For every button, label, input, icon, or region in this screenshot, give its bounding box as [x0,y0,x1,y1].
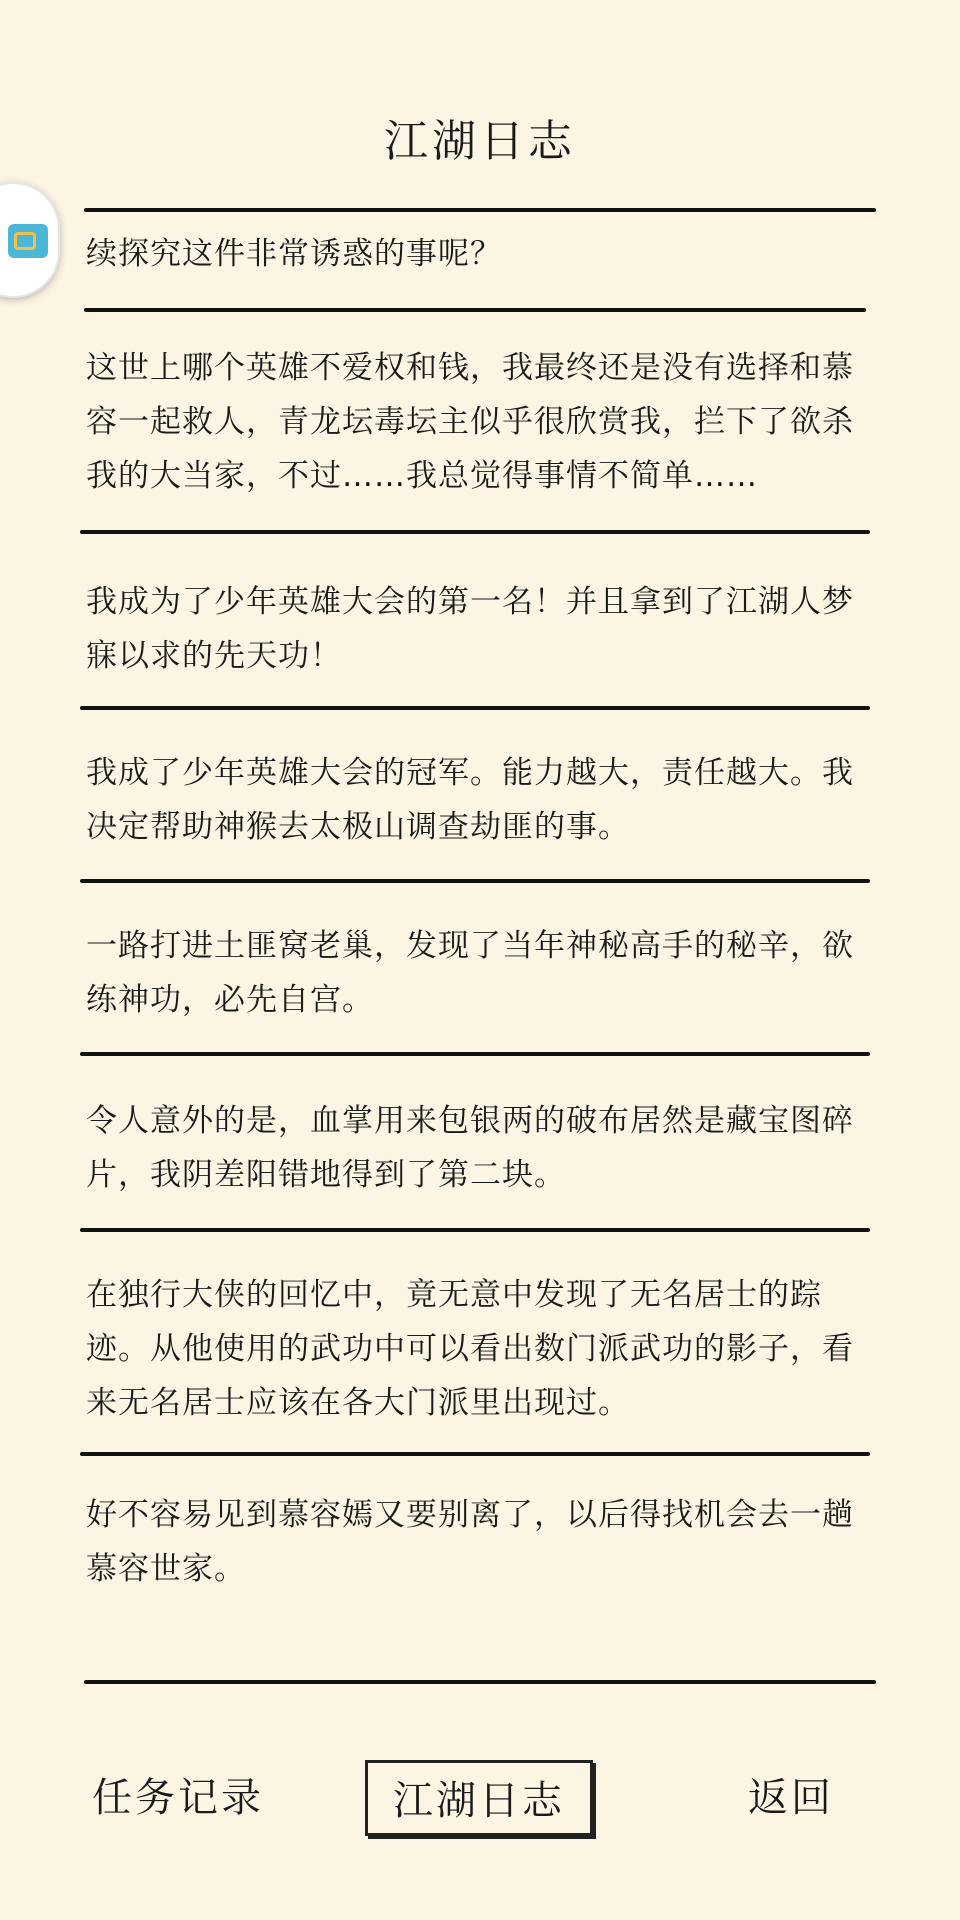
divider [80,879,870,883]
divider [80,1452,870,1456]
floating-assistant-button[interactable] [0,182,60,298]
divider [80,1052,870,1056]
journal-entry: 好不容易见到慕容嫣又要别离了，以后得找机会去一趟慕容世家。 [86,1497,854,1587]
journal-entry: 在独行大侠的回忆中，竟无意中发现了无名居士的踪迹。从他使用的武功中可以看出数门派武功的影子，看来无名居士应该在各大门派里出现过。 [86,1277,854,1421]
divider [80,530,870,534]
divider [84,308,866,312]
divider [84,208,876,212]
journal-entry: 一路打进土匪窝老巢，发现了当年神秘高手的秘辛，欲练神功，必先自宫。 [86,928,854,1018]
journal-entry: 我成了少年英雄大会的冠军。能力越大，责任越大。我决定帮助神猴去太极山调查劫匪的事。 [86,755,854,845]
journal-entry: 令人意外的是，血掌用来包银两的破布居然是藏宝图碎片，我阴差阳错地得到了第二块。 [86,1103,854,1193]
divider [80,706,870,710]
tab-task-records[interactable]: 任务记录 [92,1775,264,1821]
back-button[interactable]: 返回 [748,1775,834,1821]
journal-entry: 这世上哪个英雄不爱权和钱，我最终还是没有选择和慕容一起救人，青龙坛毒坛主似乎很欣赏我，拦下了欲杀我的大当家，不过……我总觉得事情不简单…… [86,350,854,494]
page-title: 江湖日志 [384,116,576,167]
journal-entry: 我成为了少年英雄大会的第一名！并且拿到了江湖人梦寐以求的先天功！ [86,584,854,674]
journal-entry: 续探究这件非常诱惑的事呢？ [86,236,502,272]
divider [84,1680,876,1684]
tab-jianghu-journal[interactable]: 江湖日志 [365,1760,593,1836]
app-assistant-icon [8,224,48,258]
divider [80,1228,870,1232]
